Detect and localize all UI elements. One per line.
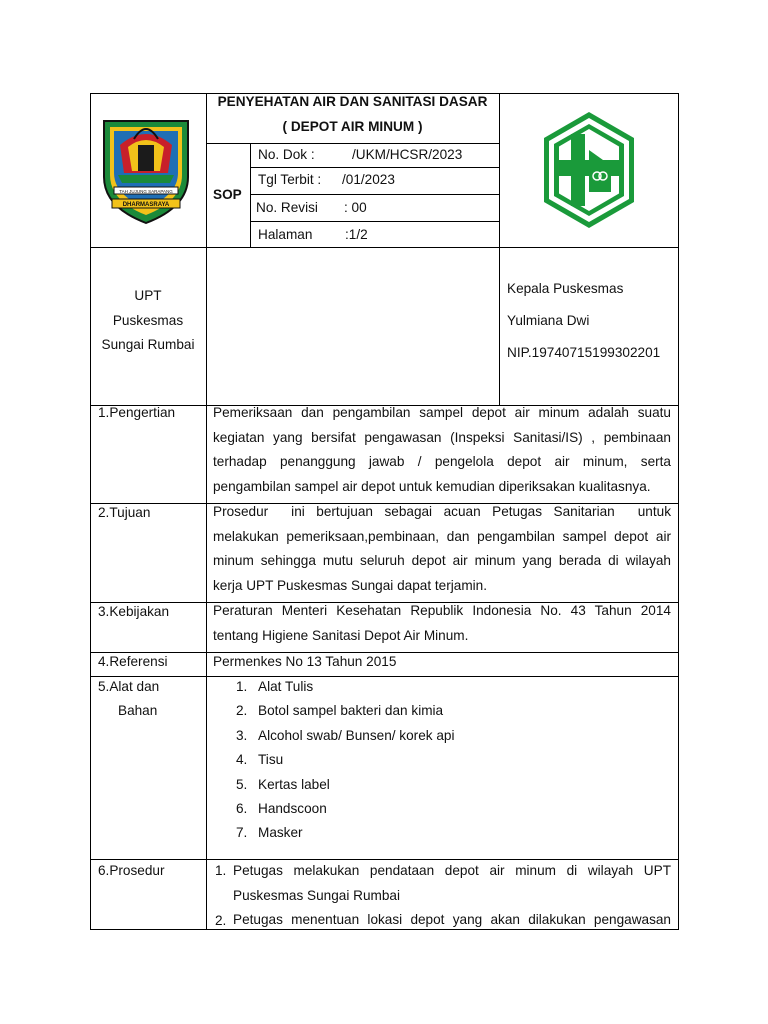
paragraph-line: Petugas menentuan lokasi depot yang akan dilakukan pengawasan: [233, 912, 671, 927]
crest-ribbon-bottom-text: [123, 202, 170, 208]
step-number: 1.: [215, 863, 227, 878]
section-text-referensi: Permenkes No 13 Tahun 2015: [213, 654, 397, 669]
unit-name-line-3: Sungai Rumbai: [101, 337, 195, 352]
step-text: [233, 859, 671, 908]
crest-ribbon-top-text: [119, 189, 173, 194]
list-item-number: 6.: [236, 801, 248, 816]
paragraph-line: Peraturan Menteri Kesehatan Republik Indonesia No. 43 Tahun 2014: [213, 603, 671, 618]
paragraph-line: kegiatan yang bersifat pengawasan (Inspeksi Sanitasi/IS) , pembinaan: [213, 429, 671, 445]
list-item-text: Handscoon: [258, 801, 327, 816]
list-item-text: Alcohol swab/ Bunsen/ korek api: [258, 728, 455, 743]
body-column-divider: [206, 405, 207, 930]
list-item-number: 7.: [236, 825, 248, 840]
list-item-text: Tisu: [258, 752, 284, 767]
meta-value: :1/2: [345, 227, 368, 242]
list-item-number: 4.: [236, 752, 248, 767]
regency-crest-icon: [98, 115, 194, 227]
meta-value: : 00: [344, 200, 367, 215]
section-label-tujuan: 2.Tujuan: [98, 505, 151, 520]
document-title-line-1: PENYEHATAN AIR DAN SANITASI DASAR: [217, 94, 488, 109]
title-bottom-line: [206, 143, 499, 144]
list-item-text: Alat Tulis: [258, 679, 314, 694]
paragraph-line: Prosedur ini bertujuan sebagai acuan Petugas Sanitarian untuk: [213, 504, 671, 519]
list-item-number: 3.: [236, 728, 248, 743]
head-nip: NIP.19740715199302201: [507, 345, 661, 360]
paragraph-line: Puskesmas Sungai Rumbai: [233, 887, 400, 903]
meta-value: /UKM/HCSR/2023: [352, 147, 463, 162]
row-line-referensi: [90, 676, 679, 677]
svg-text:DHARMASRAYA: DHARMASRAYA: [122, 202, 170, 208]
list-item-number: 5.: [236, 777, 248, 792]
meta-label: Halaman: [258, 227, 313, 242]
paragraph-line: kerja UPT Puskesmas Sungai dapat terjamin.: [213, 577, 488, 593]
section-label-alat-line-1: 5.Alat dan: [98, 679, 160, 694]
meta-line-1: [250, 167, 499, 168]
section-label-kebijakan: 3.Kebijakan: [98, 604, 170, 619]
section-text-pengertian: [213, 401, 671, 499]
unit-name-line-1: UPT: [134, 288, 162, 303]
header-bottom-line: [90, 247, 679, 248]
list-item-text: Masker: [258, 825, 303, 840]
section-label-referensi: 4.Referensi: [98, 654, 168, 669]
section-label-alat-line-2: Bahan: [118, 703, 158, 718]
paragraph-line: melakukan pemeriksaan,pembinaan, dan pengambilan sampel depot air: [213, 528, 671, 544]
sop-label: SOP: [213, 187, 242, 202]
list-item-text: Botol sampel bakteri dan kimia: [258, 703, 444, 718]
puskesmas-logo-icon: [541, 110, 637, 230]
meta-label: No. Dok :: [258, 147, 315, 162]
row-line-kebijakan: [90, 652, 679, 653]
list-item-text: Kertas label: [258, 777, 330, 792]
svg-text:TAH JUJUNG SARAPANG: TAH JUJUNG SARAPANG: [119, 189, 173, 194]
list-item-number: 2.: [236, 703, 248, 718]
meta-value: /01/2023: [342, 172, 395, 187]
meta-line-2: [250, 194, 499, 195]
section-label-prosedur: 6.Prosedur: [98, 863, 165, 878]
section-text-kebijakan: [213, 599, 671, 648]
paragraph-line: tentang Higiene Sanitasi Depot Air Minum.: [213, 627, 469, 643]
section-label-pengertian: 1.Pengertian: [98, 405, 176, 420]
paragraph-line: terhadap penanggung jawab / pengelola depot air minum, serta: [213, 454, 671, 470]
header-divider-right: [499, 93, 500, 405]
unit-name-line-2: Puskesmas: [112, 313, 184, 328]
paragraph-line: pengambilan sampel air depot untuk kemudian diperiksakan kualitasnya.: [213, 478, 651, 494]
paragraph-line: Petugas melakukan pendataan depot air minum di wilayah UPT: [233, 863, 671, 878]
list-item-number: 1.: [236, 679, 248, 694]
meta-line-3: [250, 221, 499, 222]
head-name: Yulmiana Dwi: [507, 313, 590, 328]
paragraph-line: minum sehingga mutu seluruh depot air minum yang berada di wilayah: [213, 553, 671, 569]
step-number: 2.: [215, 913, 227, 928]
head-title: Kepala Puskesmas: [507, 281, 624, 296]
meta-label: No. Revisi: [256, 200, 318, 215]
step-text: [233, 908, 671, 933]
paragraph-line: Pemeriksaan dan pengambilan sampel depot air minum adalah suatu: [213, 405, 671, 420]
meta-label: Tgl Terbit :: [258, 172, 322, 187]
section-text-tujuan: [213, 500, 671, 598]
document-title-line-2: ( DEPOT AIR MINUM ): [282, 119, 423, 134]
sop-meta-divider: [250, 143, 251, 247]
header-divider-left: [206, 93, 207, 405]
